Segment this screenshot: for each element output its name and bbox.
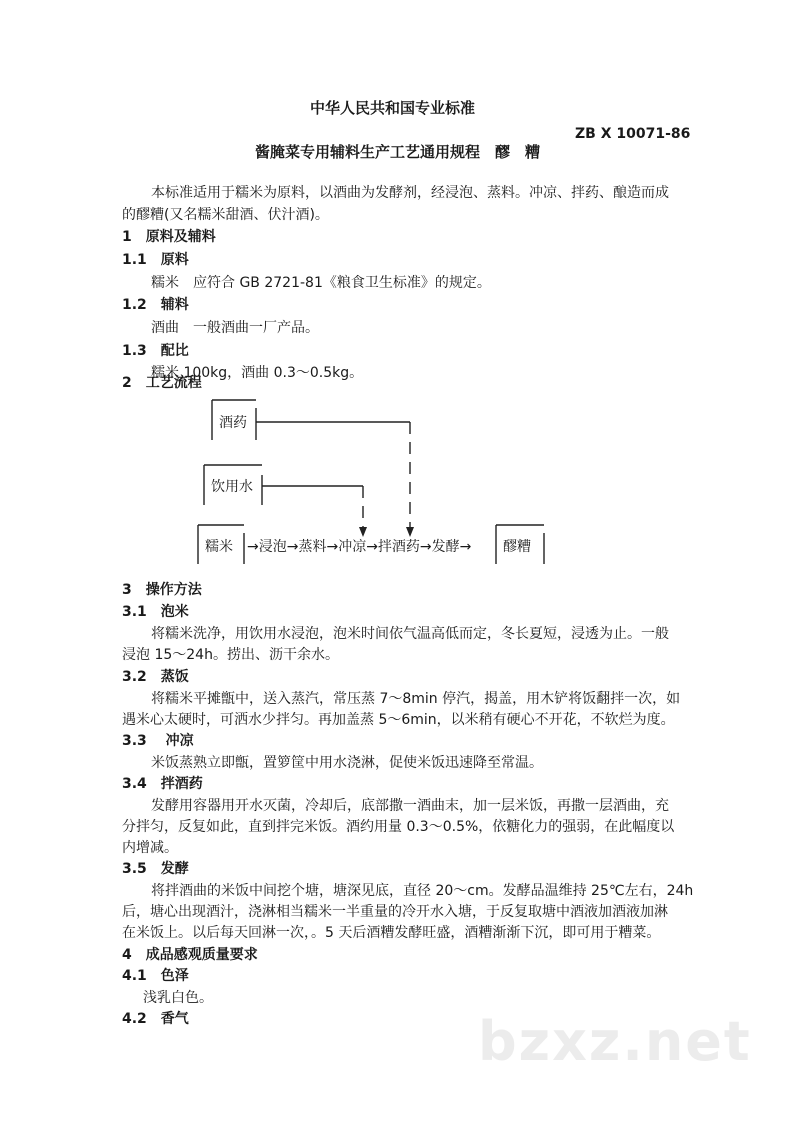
arrowhead-yao — [406, 527, 414, 537]
section-4-heading: 4 成品感观质量要求 — [122, 947, 258, 963]
section-3-5-line-3: 在米饭上。以后每天回淋一次，。5 天后酒糟发酵旺盛，酒糟渐渐下沉，即可用于糟菜。 — [122, 925, 661, 941]
document-title: 酱腌菜专用辅料生产工艺通用规程 醪 糟 — [255, 143, 541, 161]
section-3-heading: 3 操作方法 — [122, 582, 202, 598]
box-product-label: 醪糟 — [503, 539, 531, 555]
section-1-2-text: 酒曲 一般酒曲一厂产品。 — [151, 320, 319, 336]
section-1-3-heading: 1.3 配比 — [122, 343, 189, 359]
section-3-5-heading: 3.5 发酵 — [122, 861, 189, 877]
section-1-1-heading: 1.1 原料 — [122, 252, 189, 268]
section-1-heading: 1 原料及辅料 — [122, 229, 216, 245]
section-3-3-line-1: 米饭蒸熟立即甑，置箩筐中用水浇淋，促使米饭迅速降至常温。 — [151, 755, 543, 771]
section-3-4-heading: 3.4 拌酒药 — [122, 776, 203, 792]
section-3-1-line-2: 浸泡 15～24h。捞出、沥干余水。 — [122, 647, 339, 663]
section-2-heading: 2 工艺流程 — [122, 375, 202, 391]
section-3-5-line-1: 将拌酒曲的米饭中间挖个塘，塘深见底，直径 20～cm。发酵品温维持 25℃左右，24h — [151, 883, 694, 899]
intro-line-2: 的醪糟(又名糯米甜酒、伏汁酒)。 — [122, 207, 329, 223]
section-4-1-heading: 4.1 色泽 — [122, 968, 189, 984]
section-1-1-text: 糯米 应符合 GB 2721-81《粮食卫生标准》的规定。 — [151, 275, 491, 291]
section-3-5-line-2: 后，塘心出现酒汁，浇淋相当糯米一半重量的冷开水入塘，于反复取塘中酒液加酒液加淋 — [122, 904, 668, 920]
arrowhead-water — [359, 527, 367, 537]
section-4-2-heading: 4.2 香气 — [122, 1011, 189, 1027]
box-yao-label: 酒药 — [219, 415, 247, 431]
box-water-label: 饮用水 — [211, 479, 253, 495]
box-rice-label: 糯米 — [205, 539, 233, 555]
section-3-4-line-1: 发酵用容器用开水灭菌，冷却后，底部撒一酒曲末，加一层米饭，再撒一层酒曲，充 — [151, 798, 669, 814]
section-3-2-line-2: 遇米心太硬时，可洒水少拌匀。再加盖蒸 5～6min，以米稍有硬心不开花，不软烂为度。 — [122, 712, 675, 728]
flow-steps: →浸泡→蒸料→冲凉→拌酒药→发酵→ — [247, 539, 472, 555]
section-3-1-line-1: 将糯米洗净，用饮用水浸泡，泡米时间依气温高低而定，冬长夏短，浸透为止。一般 — [151, 626, 669, 642]
section-1-2-heading: 1.2 辅料 — [122, 297, 189, 313]
intro-line-1: 本标准适用于糯米为原料，以酒曲为发酵剂，经浸泡、蒸料。冲凉、拌药、酿造而成 — [151, 185, 669, 201]
standard-number: ZB X 10071-86 — [575, 126, 691, 142]
section-3-3-heading: 3.3 冲凉 — [122, 733, 194, 749]
section-4-1-text: 浅乳白色。 — [143, 990, 213, 1006]
section-3-4-line-3: 内增减。 — [122, 840, 178, 856]
section-3-2-line-1: 将糯米平摊甑中，送入蒸汽，常压蒸 7～8min 停汽，揭盖，用木铲将饭翻拌一次，如 — [151, 691, 681, 707]
watermark-text: bzxz.net — [478, 1010, 752, 1073]
org-title: 中华人民共和国专业标准 — [310, 99, 476, 117]
section-3-1-heading: 3.1 泡米 — [122, 604, 189, 620]
section-3-2-heading: 3.2 蒸饭 — [122, 669, 189, 685]
section-1-3-text: 糯米 100kg，酒曲 0.3～0.5kg。 — [151, 365, 364, 381]
section-3-4-line-2: 分拌匀，反复如此，直到拌完米饭。酒约用量 0.3～0.5%，依糖化力的强弱，在此幅度以 — [122, 819, 675, 835]
